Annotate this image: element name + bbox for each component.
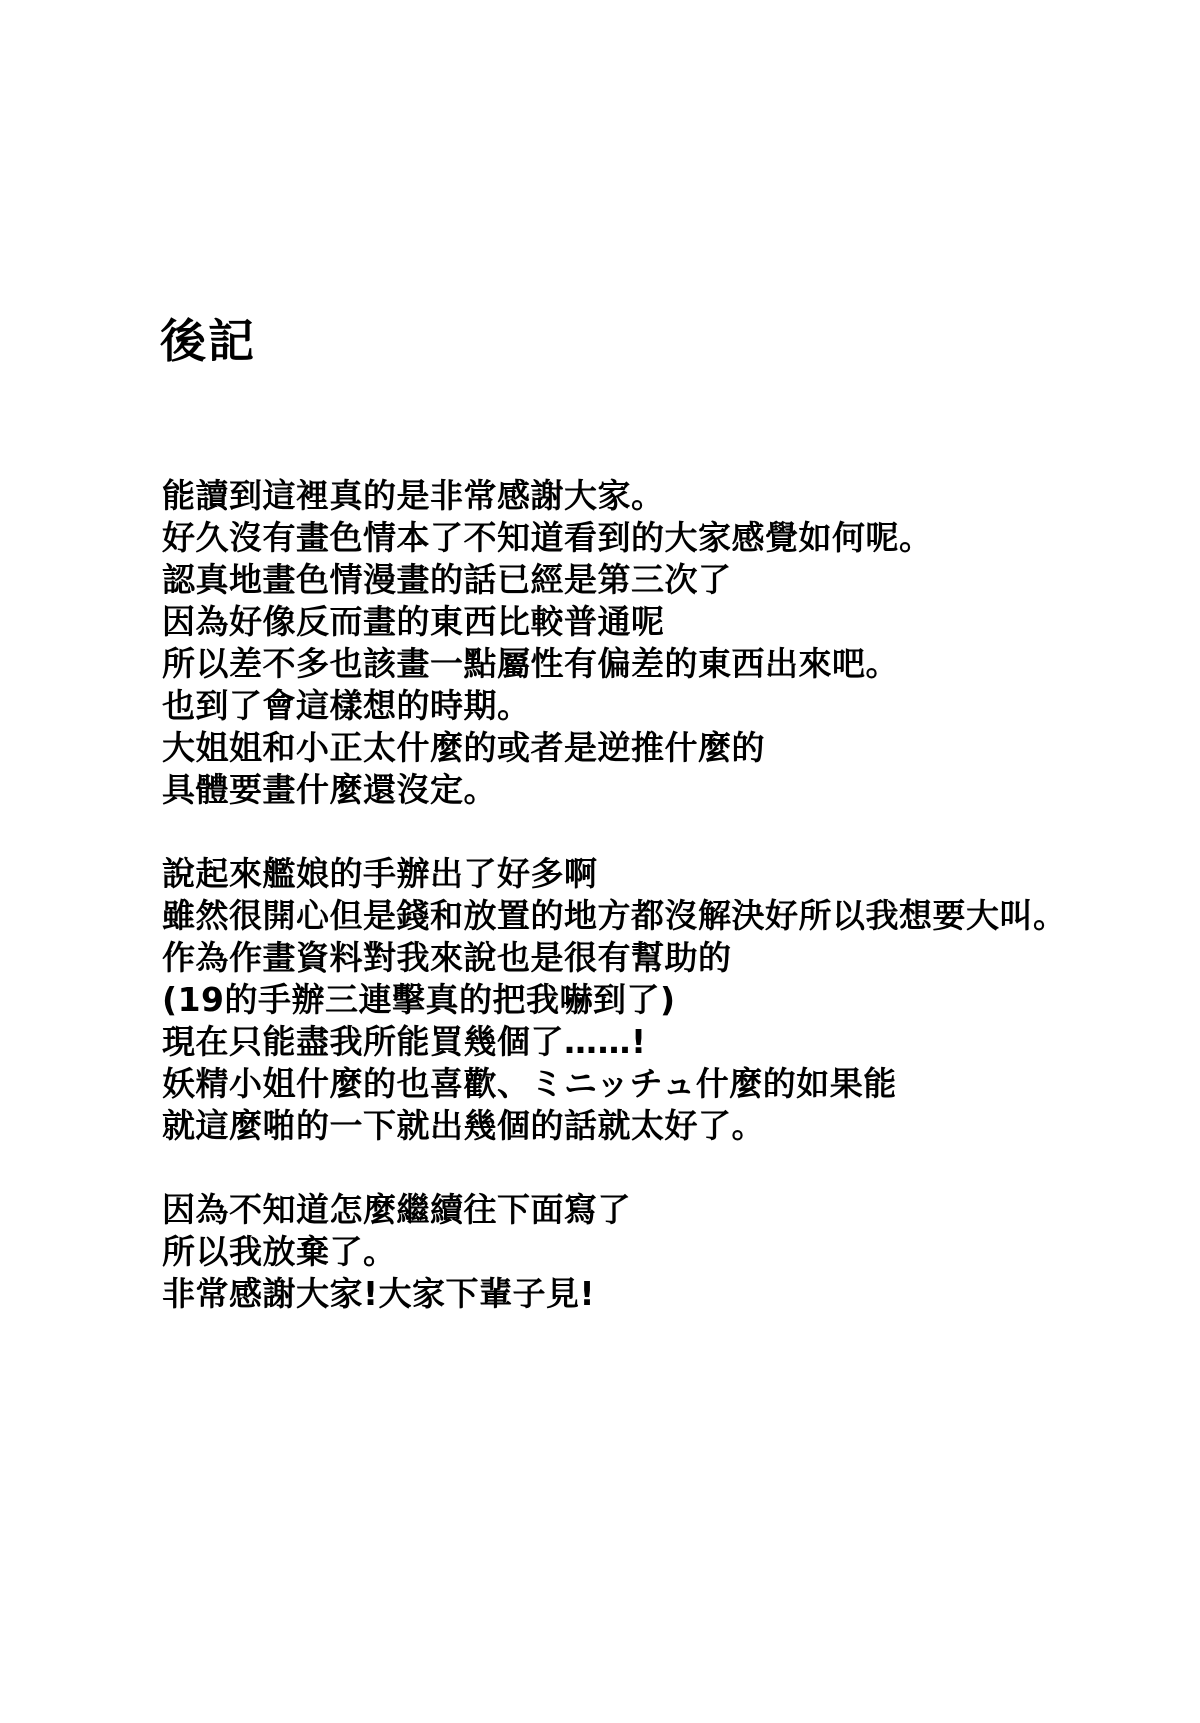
paragraph-3 bbox=[162, 1189, 1162, 1315]
text-line: 好久沒有畫色情本了不知道看到的大家感覺如何呢。 bbox=[162, 518, 933, 557]
text-line: 現在只能盡我所能買幾個了……! bbox=[162, 1022, 647, 1061]
text-line: 具體要畫什麼還沒定。 bbox=[162, 770, 497, 809]
text-line: 因為不知道怎麼繼續往下面寫了 bbox=[162, 1190, 631, 1229]
text-line: 非常感謝大家!大家下輩子見! bbox=[162, 1274, 596, 1313]
text-line: 因為好像反而畫的東西比較普通呢 bbox=[162, 602, 665, 641]
text-line: 說起來艦娘的手辦出了好多啊 bbox=[162, 854, 598, 893]
text-line: 妖精小姐什麼的也喜歡、ミニッチュ什麼的如果能 bbox=[162, 1064, 897, 1103]
text-line: 所以我放棄了。 bbox=[162, 1232, 397, 1271]
text-line: 作為作畫資料對我來說也是很有幫助的 bbox=[162, 938, 732, 977]
page-title: 後記 bbox=[160, 314, 256, 368]
paragraph-2 bbox=[162, 853, 1162, 1147]
text-line: 也到了會這樣想的時期。 bbox=[162, 686, 531, 725]
afterword-body bbox=[162, 475, 1162, 1357]
text-line: 認真地畫色情漫畫的話已經是第三次了 bbox=[162, 560, 732, 599]
text-line: 能讀到這裡真的是非常感謝大家。 bbox=[162, 476, 665, 515]
text-line: 雖然很開心但是錢和放置的地方都沒解決好所以我想要大叫。 bbox=[162, 896, 1067, 935]
paragraph-1 bbox=[162, 475, 1162, 811]
text-line: (19的手辦三連擊真的把我嚇到了) bbox=[162, 980, 676, 1019]
text-line: 就這麼啪的一下就出幾個的話就太好了。 bbox=[162, 1106, 765, 1145]
text-line: 大姐姐和小正太什麼的或者是逆推什麼的 bbox=[162, 728, 765, 767]
text-line: 所以差不多也該畫一點屬性有偏差的東西出來吧。 bbox=[162, 644, 899, 683]
